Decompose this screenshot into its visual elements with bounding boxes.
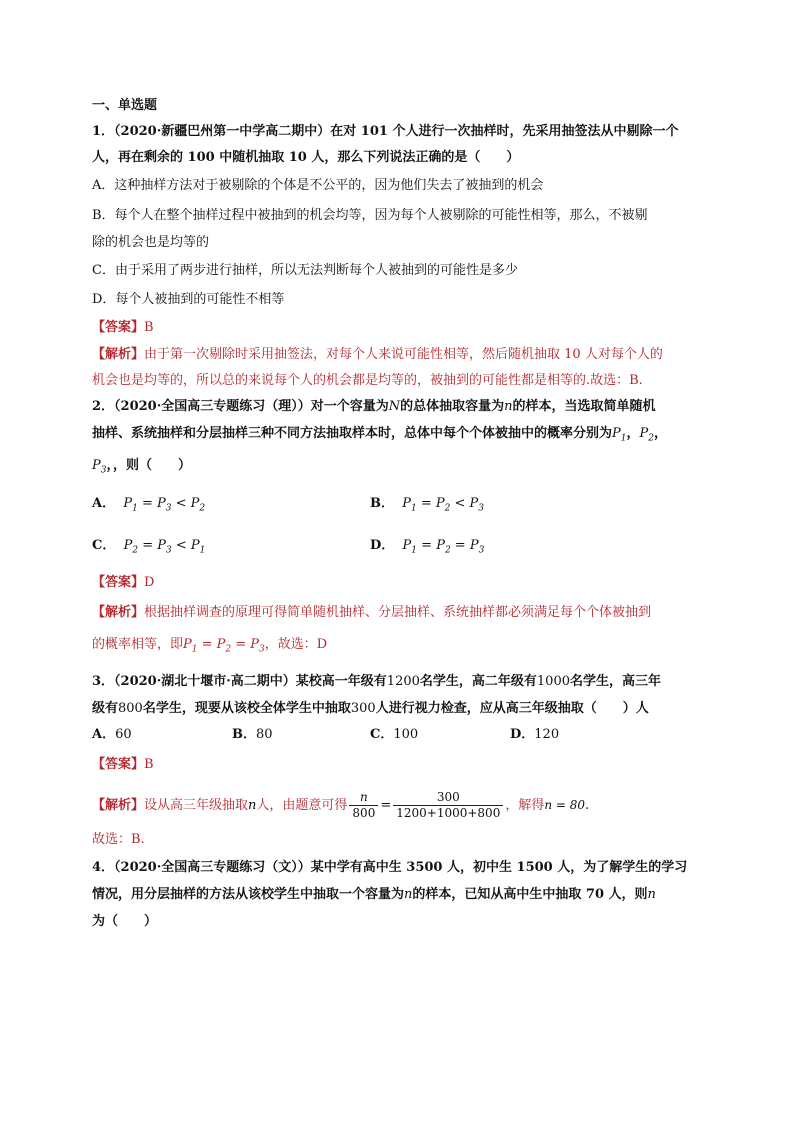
- analysis-text: ，解得: [505, 797, 545, 813]
- q3-stem-text: 人进行视力检查，应从高三年级抽取（ ）人: [375, 701, 649, 716]
- q3-option-b: [232, 725, 273, 744]
- q4-stem-line1: [92, 858, 687, 877]
- analysis-text: 由于第一次剔除时采用抽签法，对每个人来说可能性相等，然后随机抽取 10 人对每个人的: [144, 347, 663, 362]
- q3-option-a: [92, 725, 132, 744]
- math-number: 300: [350, 701, 376, 716]
- q1-analysis-line2: 机会也是均等的，所以总的来说每个人的机会都是均等的，被抽到的可能性都是相等的.故选：B.: [92, 373, 643, 388]
- math-n: n: [248, 797, 257, 813]
- analysis-label: 【解析】: [92, 347, 145, 362]
- q4-stem-text: 的样本，已知从高中生中抽取 70 人，则: [412, 887, 648, 902]
- fraction-denominator: 800: [349, 805, 378, 821]
- option-math: $P_1 = P_3 < P_2$: [123, 496, 206, 514]
- math-P3: $P_3$: [92, 458, 107, 476]
- q1-stem-line1: [92, 122, 678, 141]
- q2-stem-line1: [92, 397, 656, 416]
- option-value: 80: [256, 727, 273, 742]
- q1-option-a: A．这种抽样方法对于被剔除的个体是不公平的，因为他们失去了被抽到的机会: [92, 178, 544, 193]
- q2-number: 2．: [92, 399, 115, 414]
- q2-stem-text: 的总体抽取容量为: [400, 399, 505, 414]
- option-label: D．: [370, 538, 395, 553]
- q3-option-c: [370, 725, 418, 744]
- math-n: n: [647, 887, 656, 902]
- analysis-text: 的概率相等，即: [92, 637, 184, 652]
- math-N: N: [388, 399, 401, 414]
- q3-stem-line2: [92, 699, 649, 718]
- option-value: 120: [534, 727, 560, 742]
- q1-option-b-line2: 除的机会也是均等的: [92, 235, 210, 250]
- q2-stem-line3: [92, 456, 191, 481]
- q4-number: 4．: [92, 860, 115, 875]
- comma: ，: [654, 426, 668, 441]
- q1-stem-text: 在对 101 个人进行一次抽样时，先采用抽签法从中剔除一个: [330, 124, 679, 139]
- q2-option-a: [92, 494, 205, 519]
- q3-source: （2020·湖北十堰市·高二期中）: [114, 674, 296, 689]
- q3-analysis-line1: [92, 786, 589, 824]
- option-math: $P_2 = P_3 < P_1$: [123, 538, 206, 556]
- option-value: 60: [115, 727, 132, 742]
- q3-stem-text: 名学生，高二年级有: [419, 674, 537, 689]
- fraction-denominator: 1200+1000+800: [393, 805, 503, 821]
- math-number: 1200: [386, 674, 420, 689]
- q2-option-b: [370, 494, 484, 519]
- option-label: A．: [92, 727, 116, 742]
- fraction-numerator: 300: [436, 789, 460, 804]
- q2-analysis-line2: [92, 635, 327, 660]
- option-label: C．: [92, 538, 116, 553]
- q1-option-b-line1: B．每个人在整个抽样过程中被抽到的机会均等，因为每个人被剔除的可能性相等，那么，不被剔: [92, 208, 648, 223]
- q2-analysis-line1: [92, 603, 651, 622]
- q2-option-c: [92, 536, 205, 561]
- q4-stem-text: 某中学有高中生 3500 人，初中生 1500 人，为了解学生的学习: [310, 860, 688, 875]
- option-label: A．: [92, 496, 116, 511]
- analysis-text: 根据抽样调查的原理可得简单随机抽样、分层抽样、系统抽样都必须满足每个个体被抽到: [144, 605, 652, 620]
- analysis-label: 【解析】: [92, 797, 145, 813]
- fraction-numerator: n: [360, 789, 368, 804]
- comma: ，: [626, 426, 640, 441]
- q3-stem-text: 级有: [92, 701, 119, 716]
- q3-answer: [92, 755, 154, 774]
- q2-stem-text: 的样本，当选取简单随机: [512, 399, 656, 414]
- analysis-label: 【解析】: [92, 605, 145, 620]
- q3-option-d: [510, 725, 559, 744]
- answer-label: 【答案】: [92, 320, 145, 335]
- section-title: 一、单选题: [92, 98, 158, 113]
- answer-value: B: [144, 757, 154, 772]
- q1-stem-line2: 人，再在剩余的 100 中随机抽取 10 人，那么下列说法正确的是（ ）: [92, 150, 520, 165]
- q4-source: （2020·全国高三专题练习（文））: [114, 860, 311, 875]
- option-math: $P_1 = P_2 < P_3$: [402, 496, 485, 514]
- q2-stem-text: 抽样、系统抽样和分层抽样三种不同方法抽取样本时，总体中每个个体被抽中的概率分别为: [92, 426, 613, 441]
- q3-stem-text: 某校高一年级有: [295, 674, 387, 689]
- option-label: D．: [510, 727, 535, 742]
- q2-stem-text: ）对一个容量为: [297, 399, 389, 414]
- answer-label: 【答案】: [92, 575, 145, 590]
- option-value: 100: [393, 727, 419, 742]
- q4-stem-line3: 为（ ）: [92, 914, 158, 929]
- option-label: B．: [232, 727, 256, 742]
- fraction-n-over-800: [349, 790, 378, 821]
- answer-value: B: [144, 320, 154, 335]
- q2-source: （2020·全国高三专题练习（理）: [114, 399, 298, 414]
- math-P2: $P_2$: [639, 426, 654, 444]
- math-number: 800: [118, 701, 143, 716]
- option-math: $P_1 = P_2 = P_3$: [402, 538, 485, 556]
- fraction-300-over-total: [393, 790, 503, 821]
- analysis-text: 人，由题意可得: [256, 797, 348, 813]
- q2-answer: [92, 573, 154, 592]
- q1-analysis-line1: [92, 345, 663, 364]
- math-n: n: [404, 887, 413, 902]
- math-P1: $P_1$: [612, 426, 627, 444]
- math-n: n: [504, 399, 513, 414]
- q2-stem-line2: [92, 424, 667, 449]
- q4-stem-line2: [92, 885, 656, 904]
- q1-source: （2020·新疆巴州第一中学高二期中）: [114, 124, 331, 139]
- q1-number: 1．: [92, 124, 115, 139]
- q3-stem-text: 名学生，现要从该校全体学生中抽取: [142, 701, 351, 716]
- analysis-text: ，故选：D: [264, 637, 328, 652]
- q3-stem-text: 名学生，高三年: [570, 674, 662, 689]
- q1-option-d: D．每个人被抽到的可能性不相等: [92, 292, 285, 307]
- option-label: B．: [370, 496, 394, 511]
- period: .: [585, 797, 590, 813]
- q3-number: 3．: [92, 674, 115, 689]
- analysis-text: 设从高三年级抽取: [144, 797, 249, 813]
- answer-value: D: [144, 575, 155, 590]
- q4-stem-text: 情况，用分层抽样的方法从该校学生中抽取一个容量为: [92, 887, 405, 902]
- analysis-math: $P_1 = P_2 = P_3$: [183, 637, 265, 655]
- analysis-math: n = 80: [544, 797, 586, 812]
- option-label: C．: [370, 727, 394, 742]
- q3-stem-line1: [92, 672, 661, 691]
- answer-label: 【答案】: [92, 757, 145, 772]
- q1-answer: [92, 318, 154, 337]
- q3-conclusion: 故选：B.: [92, 832, 145, 847]
- q1-option-c: C．由于采用了两步进行抽样，所以无法判断每个人被抽到的可能性是多少: [92, 263, 518, 278]
- q2-option-d: [370, 536, 484, 561]
- math-number: 1000: [536, 674, 570, 689]
- q2-stem-text: ，，则（ ）: [106, 458, 191, 473]
- equals-sign: =: [380, 797, 392, 813]
